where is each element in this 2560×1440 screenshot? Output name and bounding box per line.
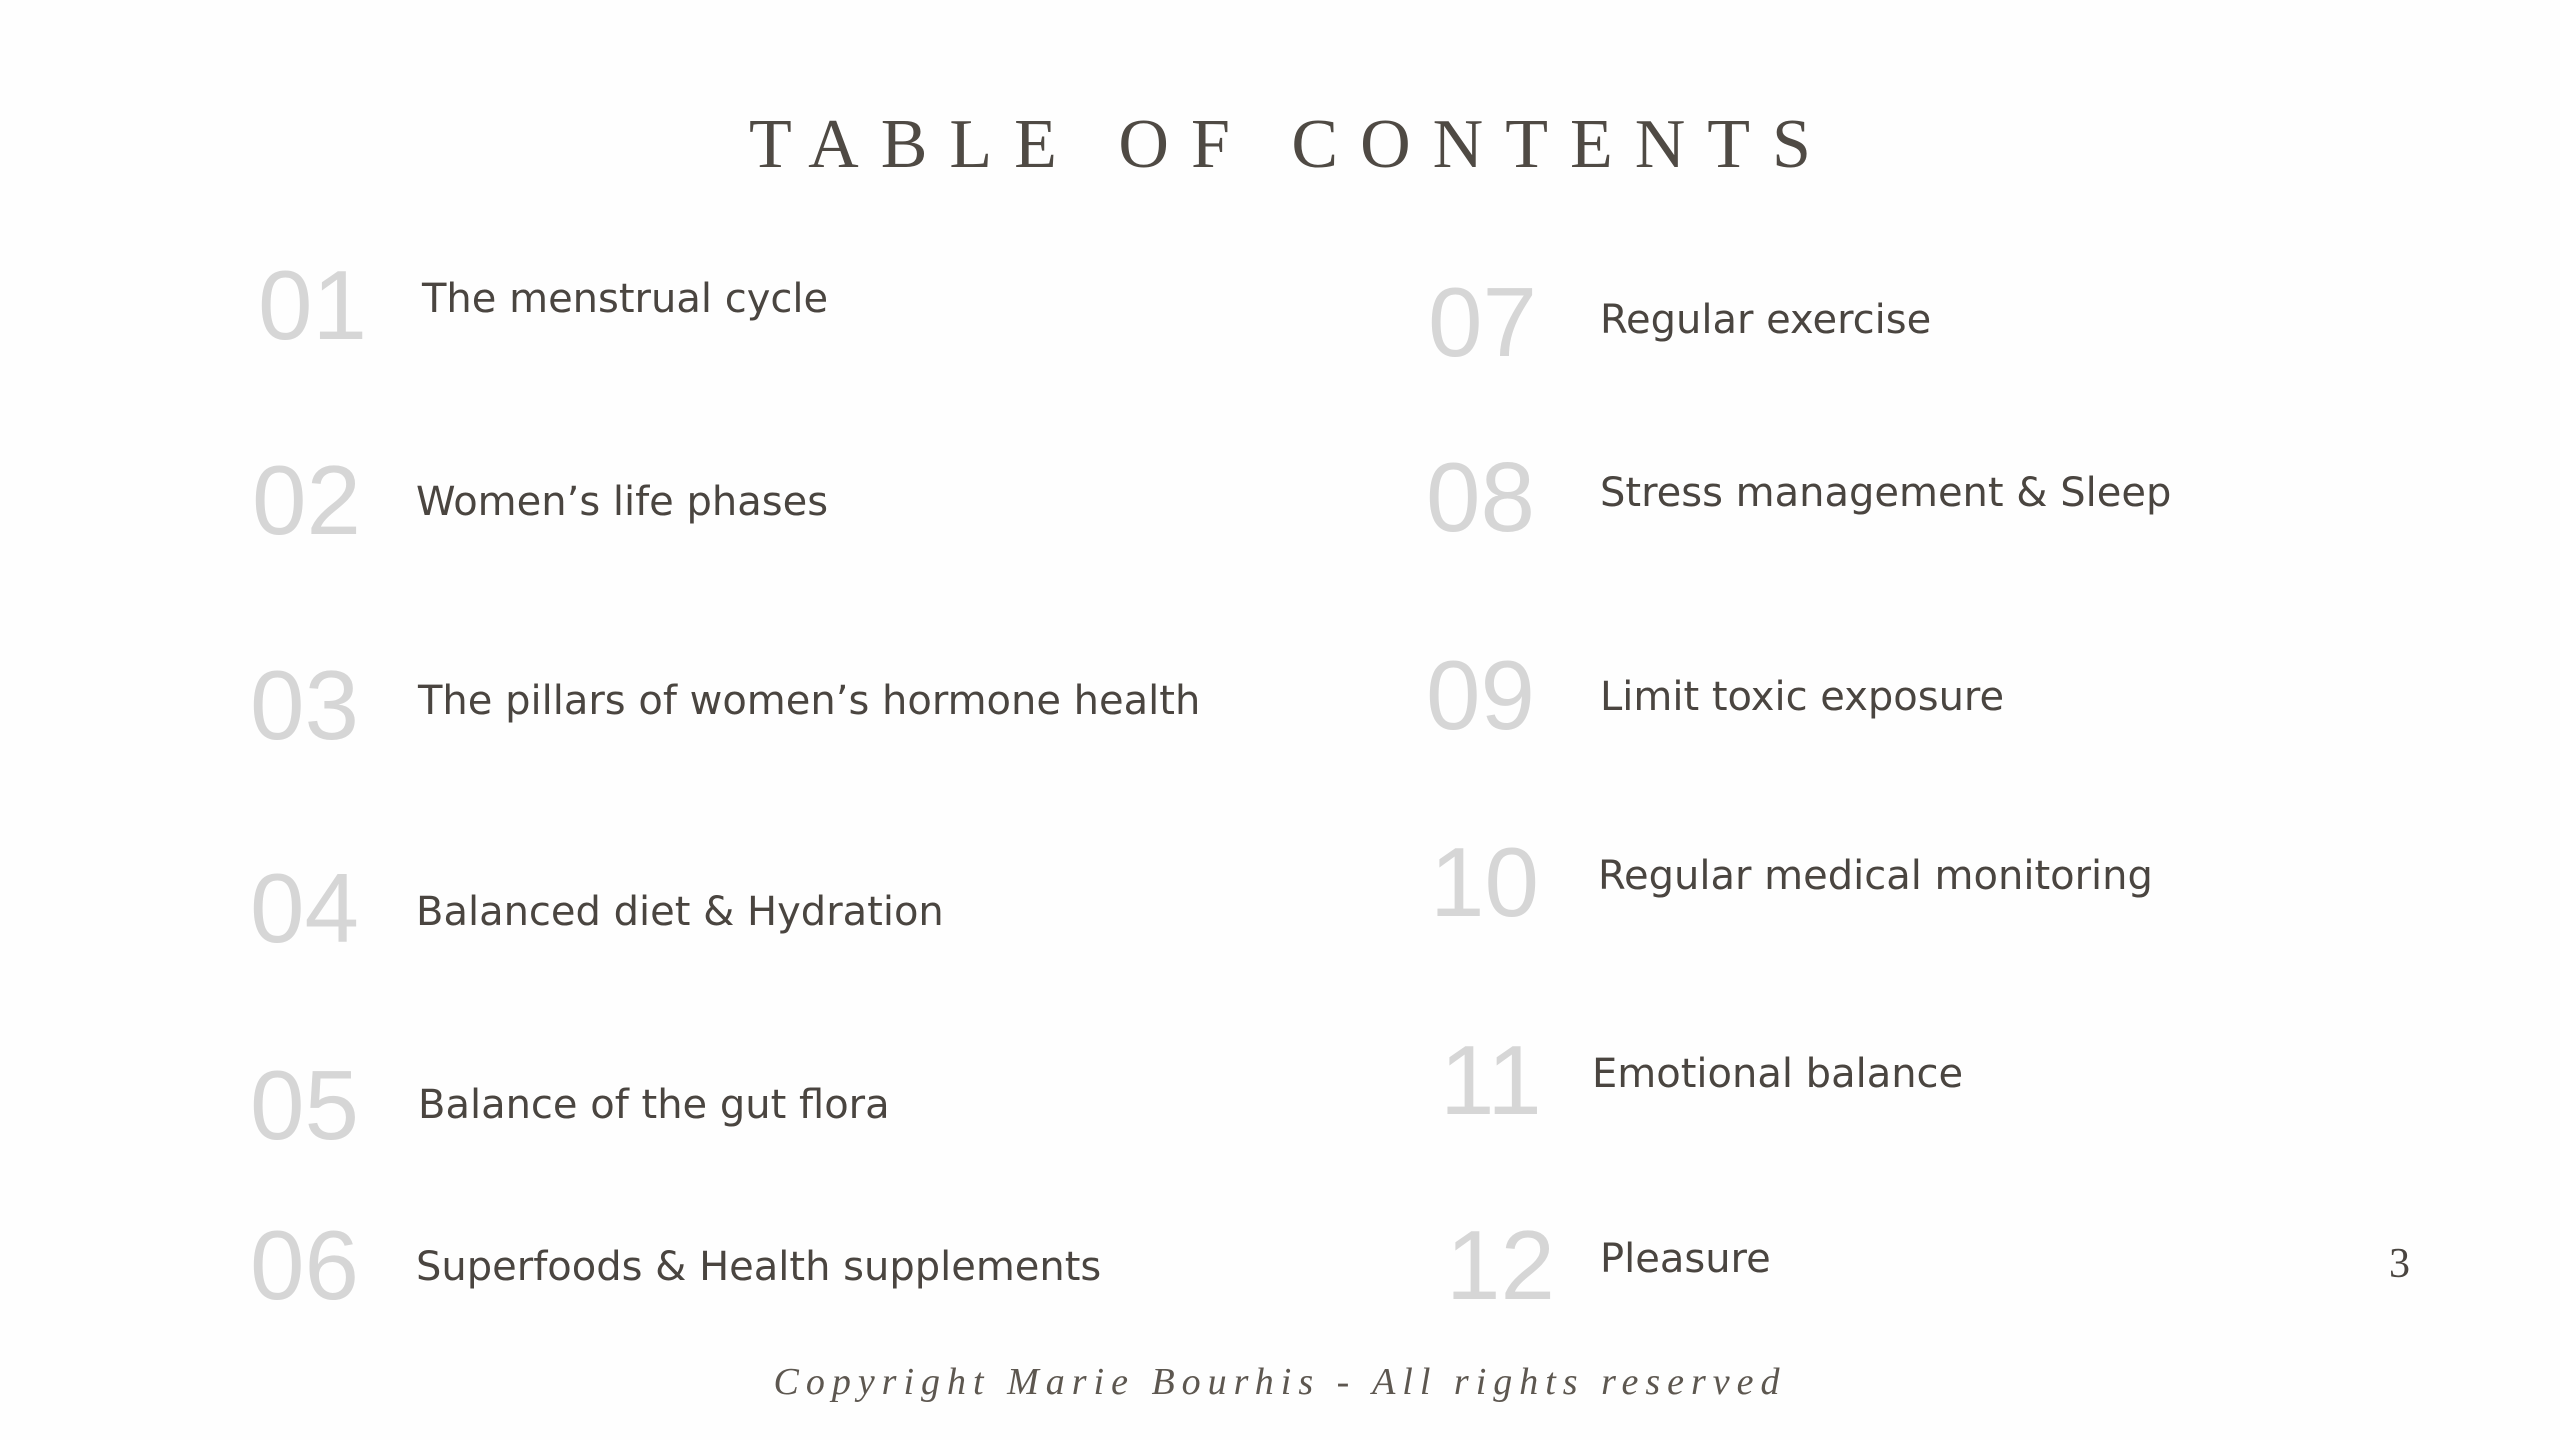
copyright-notice: Copyright Marie Bourhis - All rights reserved: [773, 1361, 1787, 1403]
toc-entry-number: 01: [258, 250, 368, 360]
toc-entry-label: Regular exercise: [1600, 297, 1932, 343]
toc-entry-label: Stress management & Sleep: [1600, 470, 2172, 516]
toc-entry-label: Women’s life phases: [416, 479, 829, 525]
toc-entry-number: 10: [1430, 827, 1540, 937]
page-number: 3: [2389, 1241, 2410, 1287]
toc-entry-label: Emotional balance: [1592, 1051, 1964, 1097]
page-title: TABLE OF CONTENTS: [749, 106, 1833, 183]
toc-entry-number: 04: [250, 853, 360, 963]
toc-entry-number: 07: [1428, 267, 1538, 377]
toc-entry-number: 11: [1440, 1025, 1542, 1135]
toc-entry-number: 03: [250, 650, 360, 760]
toc-entry-label: The pillars of women’s hormone health: [418, 678, 1201, 724]
toc-entry-number: 05: [250, 1050, 360, 1160]
toc-entry-label: Limit toxic exposure: [1600, 674, 2005, 720]
toc-entry-label: Balance of the gut flora: [418, 1082, 890, 1128]
toc-entry-label: The menstrual cycle: [422, 276, 829, 322]
toc-entry-label: Superfoods & Health supplements: [416, 1244, 1102, 1290]
toc-entry-label: Pleasure: [1600, 1236, 1771, 1282]
toc-entry-number: 09: [1426, 640, 1536, 750]
toc-entry-label: Regular medical monitoring: [1598, 853, 2153, 899]
toc-entry-label: Balanced diet & Hydration: [416, 889, 944, 935]
toc-entry-number: 02: [252, 445, 362, 555]
toc-entry-number: 12: [1446, 1210, 1556, 1320]
toc-entry-number: 06: [250, 1210, 360, 1320]
toc-entry-number: 08: [1426, 442, 1536, 552]
